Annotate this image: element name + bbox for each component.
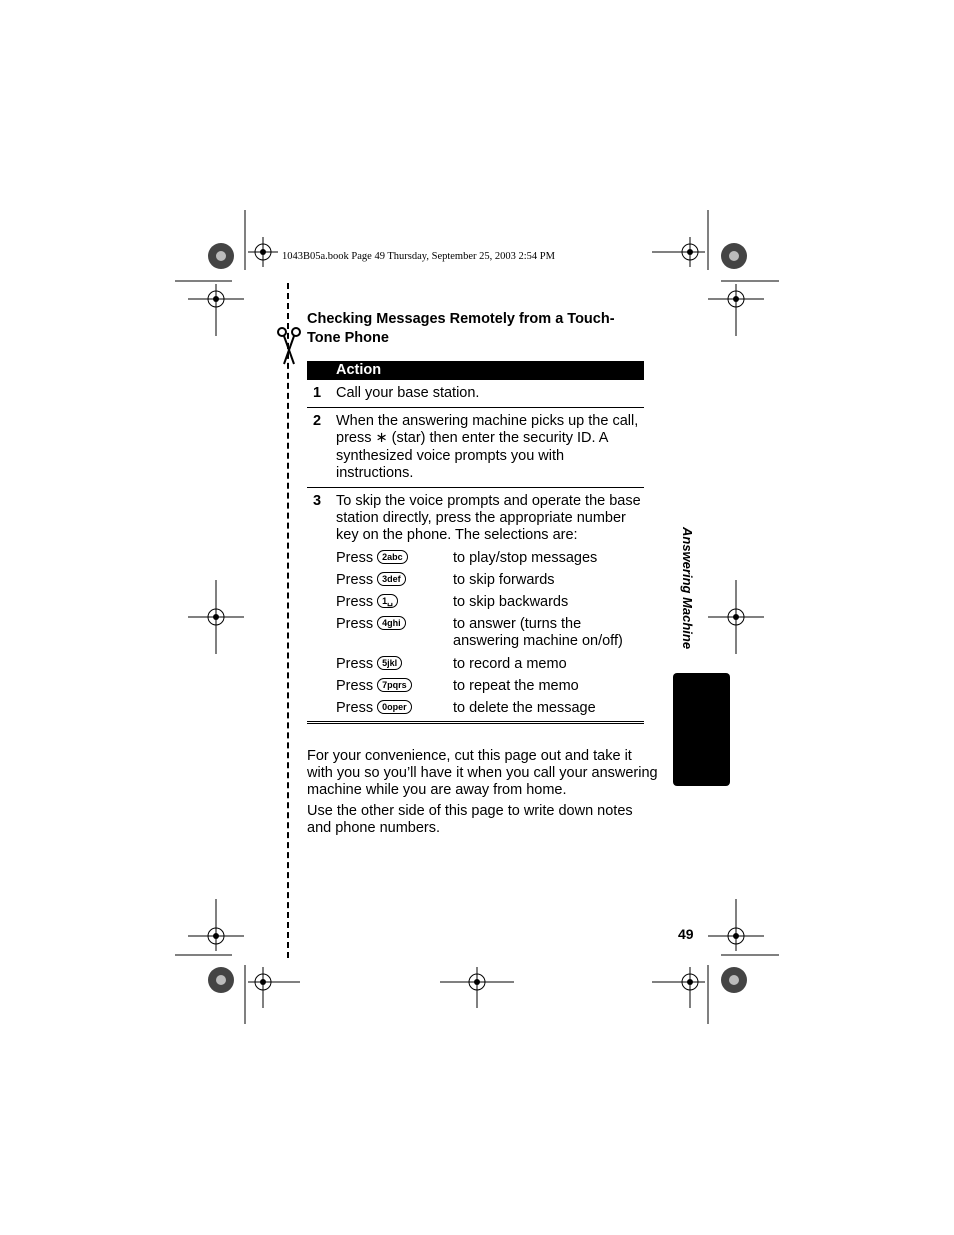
key-row: Press 3def to skip forwards xyxy=(336,572,644,589)
key-7-icon: 7pqrs xyxy=(377,678,412,692)
key-description: to play/stop messages xyxy=(453,549,598,566)
key-row: Press 0oper to delete the message xyxy=(336,700,644,717)
key-1-icon: 1␣ xyxy=(377,594,398,608)
key-list xyxy=(307,550,644,722)
key-4-icon: 4ghi xyxy=(377,616,406,630)
action-table xyxy=(307,361,644,724)
key-2-icon: 2abc xyxy=(377,550,408,564)
table-row xyxy=(307,488,644,724)
key-description: to skip forwards xyxy=(453,571,555,588)
body-paragraph: For your convenience, cut this page out and take it with you so you’ll have it when you call your answering machine while you are away from home. xyxy=(307,748,658,799)
side-tab xyxy=(673,673,730,786)
key-description: to repeat the memo xyxy=(453,677,579,694)
step-number: 1 xyxy=(313,385,322,401)
key-3-icon: 3def xyxy=(377,572,406,586)
side-tab-label: Answering Machine xyxy=(680,527,695,650)
key-row: Press 1␣ to skip backwards xyxy=(336,594,644,611)
scissors-icon xyxy=(276,326,302,366)
body-paragraph: Use the other side of this page to write down notes and phone numbers. xyxy=(307,803,633,837)
table-row xyxy=(307,380,644,408)
section-title: Checking Messages Remotely from a Touch-Tone Phone xyxy=(307,311,615,346)
print-header: 1043B05a.book Page 49 Thursday, September 25, 2003 2:54 PM xyxy=(282,251,555,262)
step-number: 3 xyxy=(313,493,322,510)
step-text: To skip the voice prompts and operate the base station directly, press the appropriate number key on the phone. The selections are: xyxy=(336,493,641,544)
key-5-icon: 5jkl xyxy=(377,656,402,670)
key-0-icon: 0oper xyxy=(377,700,412,714)
key-description: to skip backwards xyxy=(453,594,569,611)
table-header: Action xyxy=(307,361,644,380)
step-number: 2 xyxy=(313,413,322,430)
cut-line xyxy=(287,283,289,958)
page-number: 49 xyxy=(678,926,694,942)
key-row: Press 7pqrs to repeat the memo xyxy=(336,678,644,695)
key-row: Press 2abc to play/stop messages xyxy=(336,550,644,567)
table-row xyxy=(307,408,644,488)
key-row: Press 5jkl to record a memo xyxy=(336,656,644,673)
key-description: to answer (turns the answering machine on/off) xyxy=(453,616,623,650)
step-text: Call your base station. xyxy=(336,385,480,401)
key-description: to record a memo xyxy=(453,655,567,672)
key-description: to delete the message xyxy=(453,700,596,717)
step-text: When the answering machine picks up the call, press ∗ (star) then enter the security ID. A synthesized voice prompts you with instructions. xyxy=(336,413,639,481)
key-row: Press 4ghi to answer (turns the answering machine on/off) xyxy=(336,616,644,650)
